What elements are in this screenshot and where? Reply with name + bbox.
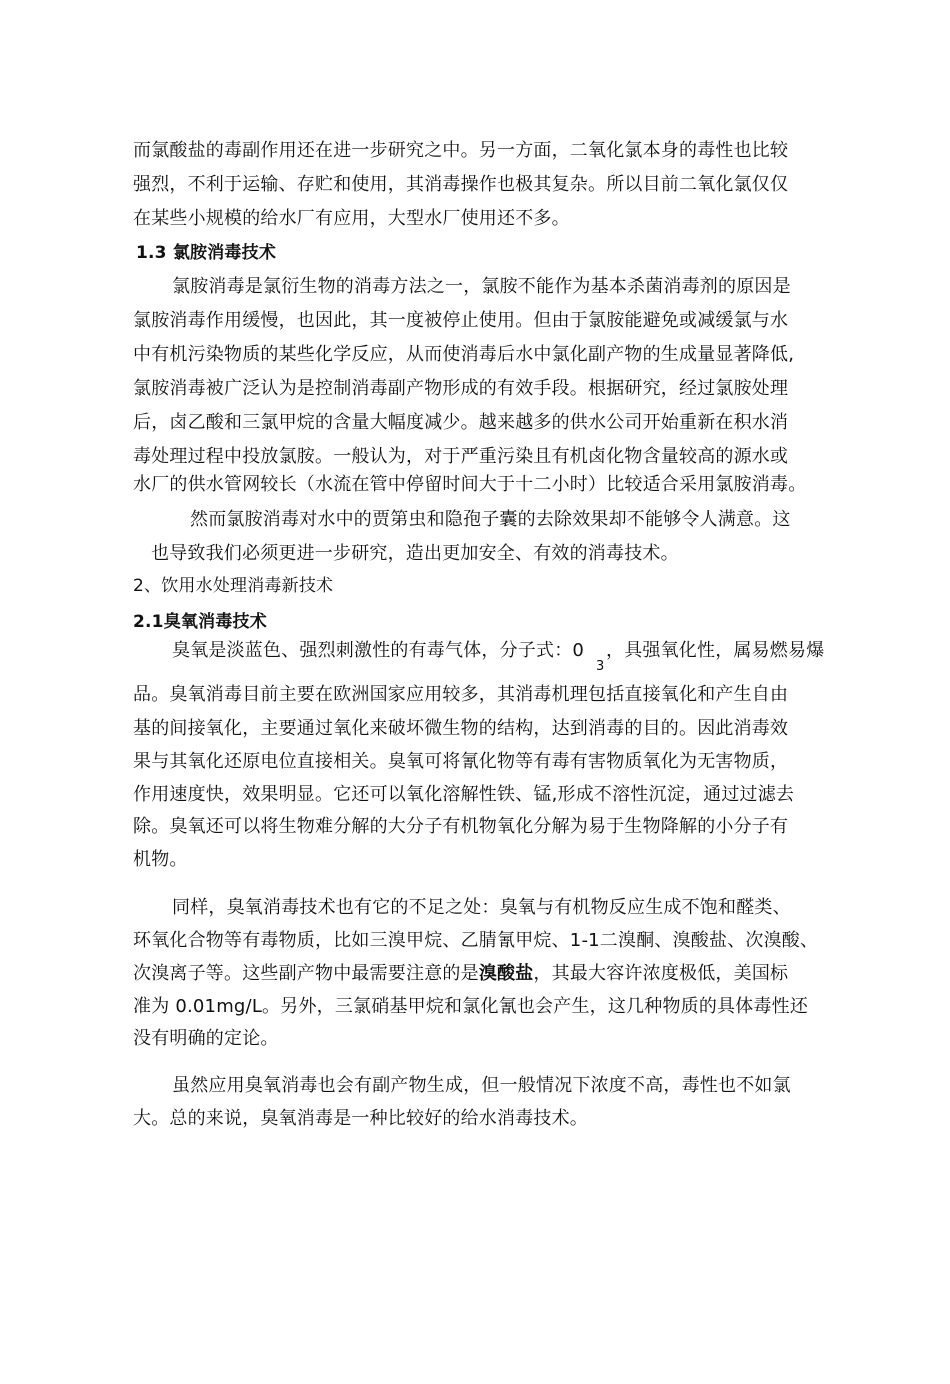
s21-p1-line-5: 作用速度快，效果明显。它还可以氧化溶解性铁、锰,形成不溶性沉淀，通过过滤去 (133, 784, 795, 805)
section-2-1-heading: 2.1臭氧消毒技术 (133, 612, 267, 632)
s21-p3-line-1: 虽然应用臭氧消毒也会有副产物生成，但一般情况下浓度不高，毒性也不如氯 (172, 1075, 791, 1096)
section-2-heading: 2、饮用水处理消毒新技术 (133, 576, 334, 596)
s21-p2-line-1: 同样，臭氧消毒技术也有它的不足之处：臭氧与有机物反应生成不饱和醛类、 (172, 897, 791, 918)
s21-p2-line-5: 没有明确的定论。 (133, 1028, 279, 1049)
s21-p2-line-2: 环氧化合物等有毒物质，比如三溴甲烷、乙腈氰甲烷、1-1二溴酮、溴酸盐、次溴酸、 (133, 930, 819, 951)
s13-p1-line-4: 氯胺消毒被广泛认为是控制消毒副产物形成的有效手段。根据研究，经过氯胺处理 (133, 378, 789, 399)
intro-line-2: 强烈，不利于运输、存贮和使用，其消毒操作也极其复杂。所以目前二氧化氯仅仅 (133, 174, 789, 195)
s21-p1-line-7: 机物。 (133, 849, 188, 870)
s21-p1-line-2: 品。臭氧消毒目前主要在欧洲国家应用较多，其消毒机理包括直接氧化和产生自由 (133, 684, 789, 705)
s21-p1-line-1-start: 臭氧是淡蓝色、强烈刺激性的有毒气体，分子式：0 (172, 640, 585, 661)
s13-p1-line-2: 氯胺消毒作用缓慢，也因此，其一度被停止使用。但由于氯胺能避免或减缓氯与水 (133, 310, 789, 331)
intro-line-1: 而氯酸盐的毒副作用还在进一步研究之中。另一方面，二氧化氯本身的毒性也比较 (133, 140, 789, 161)
s21-p1-line-6: 除。臭氧还可以将生物难分解的大分子有机物氧化分解为易于生物降解的小分子有 (133, 816, 789, 837)
s21-p2-line-3-after: ，其最大容许浓度极低，美国标 (533, 963, 789, 984)
s13-p2-line-2: 也导致我们必须更进一步研究，造出更加安全、有效的消毒技术。 (151, 543, 679, 564)
s21-p2-line-3-before: 次溴离子等。这些副产物中最需要注意的是 (133, 963, 479, 984)
s13-p1-line-5: 后，卤乙酸和三氯甲烷的含量大幅度减少。越来越多的供水公司开始重新在积水消 (133, 412, 789, 433)
s13-p1-line-1: 氯胺消毒是氯衍生物的消毒方法之一，氯胺不能作为基本杀菌消毒剂的原因是 (172, 276, 791, 297)
section-1-3-heading: 1.3 氯胺消毒技术 (136, 243, 277, 263)
bromate-emphasis: 溴酸盐 (478, 963, 534, 984)
s21-p2-line-4: 准为 0.01mg/L。另外，三氯硝基甲烷和氯化氰也会产生，这几种物质的具体毒性还 (133, 996, 809, 1017)
s21-p1-line-3: 基的间接氧化，主要通过氧化来破坏微生物的结构，达到消毒的目的。因此消毒效 (133, 718, 789, 739)
s21-p3-line-2: 大。总的来说，臭氧消毒是一种比较好的给水消毒技术。 (133, 1108, 588, 1129)
s21-p2-line-3 (133, 962, 788, 986)
s21-p1-line-4: 果与其氧化还原电位直接相关。臭氧可将氰化物等有毒有害物质氧化为无害物质， (133, 751, 789, 772)
s13-p1-line-3: 中有机污染物质的某些化学反应，从而使消毒后水中氯化副产物的生成量显著降低, (133, 344, 795, 365)
s13-p2-line-1: 然而氯胺消毒对水中的贾第虫和隐孢子囊的去除效果却不能够令人满意。这 (190, 509, 791, 530)
s21-p1-line-1-end: ，具强氧化性，属易燃易爆 (606, 640, 825, 661)
s13-p1-line-7: 水厂的供水管网较长（水流在管中停留时间大于十二小时）比较适合采用氯胺消毒。 (133, 474, 807, 495)
s13-p1-line-6: 毒处理过程中投放氯胺。一般认为，对于严重污染且有机卤化物含量较高的源水或 (133, 446, 789, 467)
intro-line-3: 在某些小规模的给水厂有应用，大型水厂使用还不多。 (133, 208, 570, 229)
formula-subscript: 3 (596, 659, 605, 674)
